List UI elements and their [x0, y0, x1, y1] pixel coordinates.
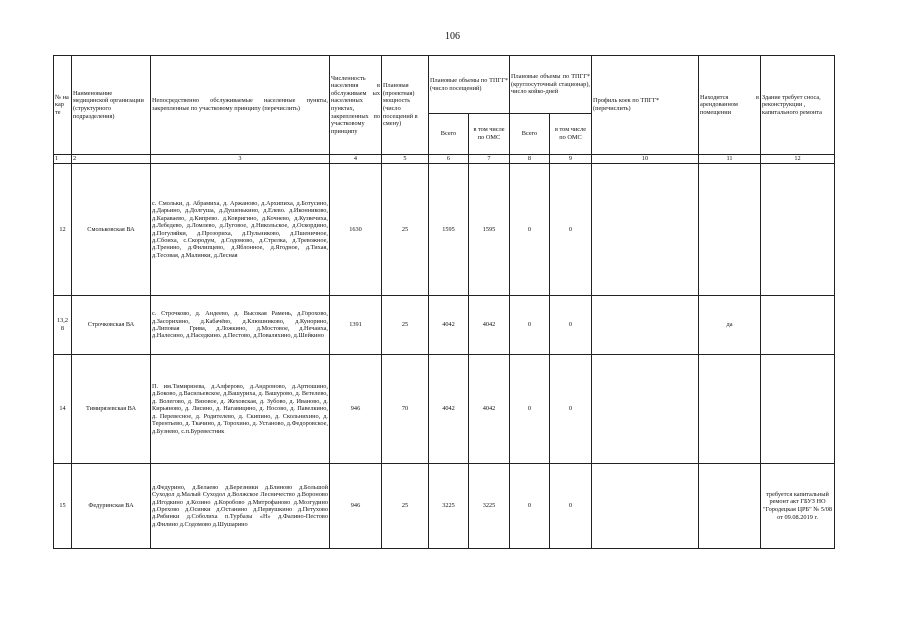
- repair-value: [761, 355, 835, 464]
- column-number: 11: [699, 155, 761, 164]
- header-rented: Находится в арендованном помещении: [699, 56, 761, 155]
- organization-name: Строчковская ВА: [72, 296, 151, 355]
- header-visits-total: Всего: [429, 114, 469, 155]
- header-row-top: [54, 56, 835, 114]
- column-number: 2: [72, 155, 151, 164]
- facilities-table: [53, 55, 835, 549]
- column-number: 1: [54, 155, 72, 164]
- organization-name: Смольковская ВА: [72, 164, 151, 296]
- table-row: [54, 464, 835, 549]
- visits-total-value: 4042: [429, 355, 469, 464]
- capacity-value: 25: [382, 164, 429, 296]
- header-visit-volumes: Плановые объемы по ТПГГ* (число посещений): [429, 56, 510, 114]
- visits-oms-value: 3225: [469, 464, 510, 549]
- header-settlements: Непосредственно обслуживаемые населенные пункты, закрепленные по участковому принципу (перечислить): [151, 56, 330, 155]
- table-row: [54, 296, 835, 355]
- header-organization: Наименование медицинской организации (структурного подразделения): [72, 56, 151, 155]
- header-population: Численность населения в обслуживаем ых населенных пунктах, закрепленных по участковому принципу: [330, 56, 382, 155]
- population-value: 946: [330, 355, 382, 464]
- column-number: 4: [330, 155, 382, 164]
- bed-profile-value: [592, 296, 699, 355]
- column-number: 9: [550, 155, 592, 164]
- column-number: 10: [592, 155, 699, 164]
- rented-value: да: [699, 296, 761, 355]
- row-number: 15: [54, 464, 72, 549]
- table-row: [54, 355, 835, 464]
- row-number: 12: [54, 164, 72, 296]
- beds-total-value: 0: [510, 464, 550, 549]
- population-value: 1630: [330, 164, 382, 296]
- column-number: 3: [151, 155, 330, 164]
- population-value: 946: [330, 464, 382, 549]
- bed-profile-value: [592, 164, 699, 296]
- beds-total-value: 0: [510, 355, 550, 464]
- beds-oms-value: 0: [550, 164, 592, 296]
- header-beds-total: Всего: [510, 114, 550, 155]
- table-row: [54, 164, 835, 296]
- settlements-list: с. Строчково, д. Андеево, д. Высокая Рамень, д.Горохово, д.Засорихино, д.Кабачёво, д.Клюшниково, д.Кунорино, д.Липовая Грива, д.Ложкино, д.Мостовое, д.Нечаиха, д.Налесино, д.Наседкино. д.Пестово, д.Поваляхино, д.Шейкино: [151, 296, 330, 355]
- header-beds-oms: в том числе по ОМС: [550, 114, 592, 155]
- settlements-list: П. им.Тимирязева, д.Алферово, д.Андроново, д.Артюшино, д.Боково, д.Васильевское, д.Вашуриха, д. Вашурово, д. Ветелево, д. Волегово, д. Вязовое, д. Жеховская, д. Зубово, д. Иваново, д. Кирьяново, д. Лисино, д. Нагавицино, д. Носово, д. Павелкино, д. Перевесное, д. Родителево, д. Скипино, д. Скольнихино, д. Терентьево, д. Ткачино, д. Торохино, д. Установо, д.Федоровское, д.Бузнево, с.п.Буревестник: [151, 355, 330, 464]
- repair-value: требуется капитальный ремонт акт ГБУЗ НО "Городецкая ЦРБ" № 5/08 от 09.08.2019 г.: [761, 464, 835, 549]
- column-number: 8: [510, 155, 550, 164]
- visits-total-value: 3225: [429, 464, 469, 549]
- beds-oms-value: 0: [550, 464, 592, 549]
- visits-oms-value: 1595: [469, 164, 510, 296]
- rented-value: [699, 355, 761, 464]
- column-number: 6: [429, 155, 469, 164]
- visits-oms-value: 4042: [469, 296, 510, 355]
- bed-profile-value: [592, 464, 699, 549]
- beds-total-value: 0: [510, 164, 550, 296]
- repair-value: [761, 296, 835, 355]
- row-number: 14: [54, 355, 72, 464]
- header-bed-profile: Профиль коек по ТПГГ* (перечислить): [592, 56, 699, 155]
- organization-name: Федуринская ВА: [72, 464, 151, 549]
- header-capacity: Плановая (проектная) мощность (число посещений в смену): [382, 56, 429, 155]
- page-number: 106: [445, 31, 460, 42]
- header-number: № на кар те: [54, 56, 72, 155]
- visits-total-value: 4042: [429, 296, 469, 355]
- bed-profile-value: [592, 355, 699, 464]
- settlements-list: д.Федурино, д.Белаево д.Березники д.Блиново д.Большой Суходол д.Малый Суходол д.Волжское Лесничество д.Вороново д.Игодкино д.Козино д.Коробово д.Митрофаново д.Мозгудино д.Орехово д.Осинки д.Останино д.Первушкино д.Петухово д.Рябинки д.Соболиха п.Турбазы «Н» д.Фалино-Пестово д.Филино д.Содомово д.Шушарино: [151, 464, 330, 549]
- column-number-row: [54, 155, 835, 164]
- beds-total-value: 0: [510, 296, 550, 355]
- row-number: 13,2 8: [54, 296, 72, 355]
- population-value: 1391: [330, 296, 382, 355]
- capacity-value: 70: [382, 355, 429, 464]
- settlements-list: с. Смольки, д. Абрамиха, д. Аржаново, д.Архипиха, д.Ботусино, д.Дарьино, д.Долгуша, д.Душенькино, д.Елево. д.Иконниково, д.Караваево, д.Кипрево. д.Ковригино, д.Кочнево, д.Кузвечиха, д.Лебедево, д.Ломлево, д.Луговое, д.Никольское, д.Оскордино, д.Погуляйки, д.Прозориха, д.Пульниково, д.Пшеничное, д.Сбоиха, с.Скородум, д.Содомово, д.Стрелка, д.Тревожное, д.Тренино, д.Филипцево, д.Яблонное, д.Ягодное, д.Тихая, д.Тесовая, д.Малинки, д.Лесная: [151, 164, 330, 296]
- beds-oms-value: 0: [550, 355, 592, 464]
- capacity-value: 25: [382, 464, 429, 549]
- column-number: 5: [382, 155, 429, 164]
- column-number: 12: [761, 155, 835, 164]
- rented-value: [699, 464, 761, 549]
- visits-oms-value: 4042: [469, 355, 510, 464]
- capacity-value: 25: [382, 296, 429, 355]
- rented-value: [699, 164, 761, 296]
- organization-name: Тимирязевская ВА: [72, 355, 151, 464]
- header-bed-volumes: Плановые объемы по ТПГГ* (круглосуточный стационар), число койко-дней: [510, 56, 592, 114]
- beds-oms-value: 0: [550, 296, 592, 355]
- column-number: 7: [469, 155, 510, 164]
- visits-total-value: 1595: [429, 164, 469, 296]
- header-visits-oms: в том числе по ОМС: [469, 114, 510, 155]
- repair-value: [761, 164, 835, 296]
- header-repair: Здание требует сноса, реконструкции , капитального ремонта: [761, 56, 835, 155]
